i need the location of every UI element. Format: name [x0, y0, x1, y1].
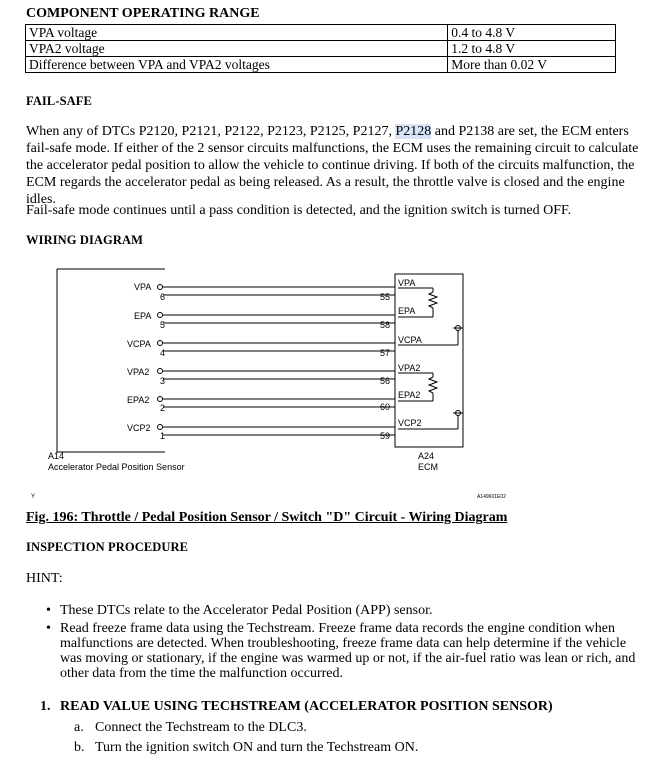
sensor-id: A14: [48, 451, 65, 461]
range-label: Difference between VPA and VPA2 voltages: [26, 57, 448, 73]
diagram-code: A149601E02: [477, 494, 506, 500]
diagram-footer-left: Y: [31, 494, 36, 500]
wire-row-vpa: [134, 278, 415, 302]
table-row: [26, 57, 616, 73]
hint-list: [46, 603, 650, 684]
pin-number: 5: [160, 320, 166, 330]
ecm-pin-number: 57: [380, 348, 391, 358]
wire-row-vcpa: [127, 335, 422, 358]
failsafe-title: FAIL-SAFE: [26, 94, 92, 108]
terminal-label: VCP2: [127, 423, 151, 433]
list-item: • Read freeze frame data using the Techstream. Freeze frame data records the engine condition when malfunctions are detected. When troubleshooting, freeze frame data can help determine if the vehicle was moving or stationary, if the engine was warmed up or not, if the air-fuel ratio was lean or rich, and other data from the time the malfunction occurred.: [46, 621, 650, 681]
figure-caption: Fig. 196: Throttle / Pedal Position Sensor / Switch "D" Circuit - Wiring Diagram: [26, 510, 508, 525]
ecm-pin-number: 56: [380, 376, 391, 386]
wiring-diagram: [0, 255, 655, 505]
highlighted-dtc: P2128: [395, 124, 432, 139]
range-value: 1.2 to 4.8 V: [448, 41, 616, 57]
wire-row-epa: [134, 306, 415, 330]
failsafe-paragraph: [26, 123, 650, 208]
failsafe-text-start: When any of DTCs P2120, P2121, P2122, P2123, P2125, P2127,: [26, 124, 396, 139]
ecm-pin-number: 60: [380, 402, 391, 412]
table-row: [26, 25, 616, 41]
range-title: COMPONENT OPERATING RANGE: [26, 6, 260, 21]
substep-letter: a.: [74, 720, 84, 735]
failsafe-paragraph-2: Fail-safe mode continues until a pass condition is detected, and the ignition switch is turned OFF.: [26, 203, 572, 218]
terminal-label: EPA2: [127, 395, 150, 405]
sensor-name: Accelerator Pedal Position Sensor: [48, 462, 185, 472]
terminal-label: EPA: [134, 311, 152, 321]
terminal-label: VPA2: [127, 367, 150, 377]
pin-number: 6: [160, 292, 166, 302]
terminal-label: VCPA: [127, 339, 151, 349]
pin-number: 2: [160, 403, 166, 413]
ecm-terminal-label: VCPA: [398, 335, 422, 345]
pin-number: 3: [160, 376, 166, 386]
range-label: VPA voltage: [26, 25, 448, 41]
step-title: READ VALUE USING TECHSTREAM (ACCELERATOR POSITION SENSOR): [60, 699, 553, 714]
ecm-terminal-label: VCP2: [398, 418, 422, 428]
range-value: More than 0.02 V: [448, 57, 616, 73]
wiring-title: WIRING DIAGRAM: [26, 233, 144, 247]
pin-number: 4: [160, 348, 166, 358]
range-label: VPA2 voltage: [26, 41, 448, 57]
ecm-terminal-label: VPA: [398, 278, 416, 288]
failsafe-text-end: and P2138 are set, the ECM enters fail-safe mode. If either of the 2 sensor circuits malfunctions, the ECM uses the remaining circuit to calculate the accelerator pedal position to allow the vehicle to continue driving. If both of the circuits malfunction, the ECM regards the accelerator pedal as being released. As a result, the throttle valve is closed and the engine idles.: [26, 124, 639, 207]
ecm-terminal-label: VPA2: [398, 363, 421, 373]
substep-letter: b.: [74, 740, 85, 755]
ecm-pin-number: 59: [380, 431, 391, 441]
ecm-name: ECM: [418, 462, 438, 472]
substep-text: Turn the ignition switch ON and turn the Techstream ON.: [95, 740, 419, 755]
pin-number: 1: [160, 431, 166, 441]
ecm-pin-number: 58: [380, 320, 391, 330]
table-row: [26, 41, 616, 57]
inspection-title: INSPECTION PROCEDURE: [26, 540, 189, 554]
ecm-pin-number: 55: [380, 292, 391, 302]
step-number: 1.: [40, 699, 51, 714]
operating-range-table: [25, 24, 616, 73]
substep-text: Connect the Techstream to the DLC3.: [95, 720, 307, 735]
ecm-terminal-label: EPA: [398, 306, 416, 316]
wire-row-epa2: [127, 390, 420, 413]
list-item: • These DTCs relate to the Accelerator Pedal Position (APP) sensor.: [46, 603, 650, 618]
ecm-terminal-label: EPA2: [398, 390, 421, 400]
hint-label: HINT:: [26, 571, 63, 586]
ecm-id: A24: [418, 451, 435, 461]
terminal-label: VPA: [134, 282, 152, 292]
range-value: 0.4 to 4.8 V: [448, 25, 616, 41]
wire-row-vpa2: [127, 363, 420, 386]
wire-row-vcp2: [127, 418, 422, 441]
